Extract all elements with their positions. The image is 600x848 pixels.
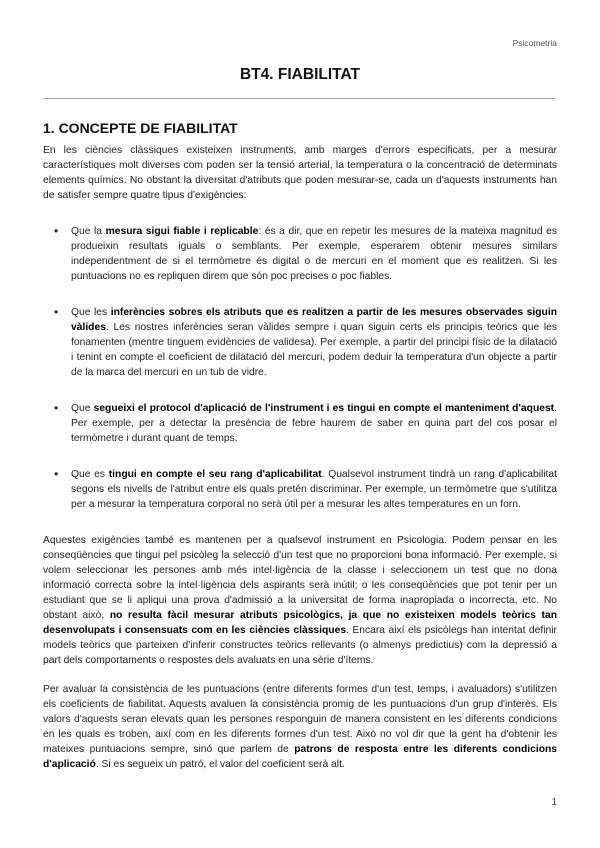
body-paragraph: Per avaluar la consistència de les puntuacions (entre diferents formes d'un test, temps, i avaluadors) s'utilitzen els coeficients de fiabilitat. Aquests avaluen la consistència promig de les puntuacions d'un grup d'interès. Els valors d'aquests seran elevats quan les persones responguin de manera consistent en les diferents condicions en les quals es troben, així com en les diferents formes d'un test. Això no vol dir que la gent ha d'obtenir les mateixes puntuacions sempre, sinó que parlem de patrons de resposta entre les diferents condicions d'aplicació. Si es segueix un patró, el valor del coeficient serà alt.: [43, 684, 557, 770]
requirement-item: • Que es tingui en compte el seu rang d'aplicabilitat. Qualsevol instrument tindrà un rang d'aplicabilitat segons els nivells de l'atribut entre els quals pretén discriminar. Per exemple, un termòmetre que s'utilitza per a mesurar la temperatura corporal no serà útil per a mesurar les altes temperatures en un forn.: [43, 467, 557, 512]
section-heading: 1. CONCEPTE DE FIABILITAT: [43, 120, 238, 136]
requirement-item: • Que la mesura sigui fiable i replicable: és a dir, que en repetir les mesures de la mateixa magnitud es produeixin resultats iguals o semblants. Per exemple, esperarem obtenir mesures similars independentment de si el termòmetre és digital o de mercuri en el moment que es realitzen. Si les puntuacions no es repliquen direm que són poc precises o poc fiables.: [43, 224, 557, 284]
intro-paragraph: En les ciències clàssiques existeixen instruments, amb marges d'errors especificats, per a mesurar característiques molt diverses com poden ser la tensió arterial, la temperatura o la concentració de determinats elements químics. No obstant la diversitat d'atributs que poden mesurar-se, cada un d'aquests instruments han de satisfer sempre quatre tipus d'exigències:: [43, 145, 557, 201]
running-header: Psicometria: [512, 38, 557, 48]
title-divider: [43, 98, 555, 99]
requirements-list: [43, 224, 557, 512]
requirement-item: • Que segueixi el protocol d'aplicació de l'instrument i es tingui en compte el manteniment d'aquest. Per exemple, per a detectar la presència de febre haurem de saber en quina part del cos posar el termòmetre i durant quant de temps.: [43, 401, 557, 446]
body-paragraph: Aquestes exigències també es mantenen per a qualsevol instrument en Psicologia. Podem pensar en les conseqüències que tingui pel psicòleg la selecció d'un test que no proporcioni bona informació. Per exemple, si volem seleccionar les persones amb més intel·ligència de la classe i seleccionem un test que no dona informació correcta sobre la intel·ligència dels aspirants serà inútil; o les conseqüències que pot tenir per un estudiant que se li apliqui una prova d'admissió a la universitat de forma inapropiada o incorrecta, etc. No obstant això, no resulta fàcil mesurar atributs psicològics, ja que no existeixen models teòrics tan desenvolupats i consensuats com en les ciències clàssiques. Encara així els psicòlegs han intentat definir models teòrics que parteixen d'inferir constructes teòrics rellevants (o almenys predictius) com la depressió a part dels comportaments o respostes dels avaluats en una sèrie d'ítems.: [43, 535, 557, 666]
document-body: [43, 120, 557, 786]
document-title: BT4. FIABILITAT: [240, 66, 360, 83]
requirement-item: • Que les inferències sobres els atributs que es realitzen a partir de les mesures observades siguin vàlides. Les nostres inferències seran vàlides sempre i quan siguin certs els principis teòrics que les fonamenten (mentre tinguem evidències de validesa). Per exemple, a partir del principi físic de la dilatació i tenint en compte el coeficient de dilatació del mercuri, podem deduir la temperatura d'un objecte a partir de la marca del mercuri en un tub de vidre.: [43, 305, 557, 380]
page-number: 1: [551, 797, 557, 808]
